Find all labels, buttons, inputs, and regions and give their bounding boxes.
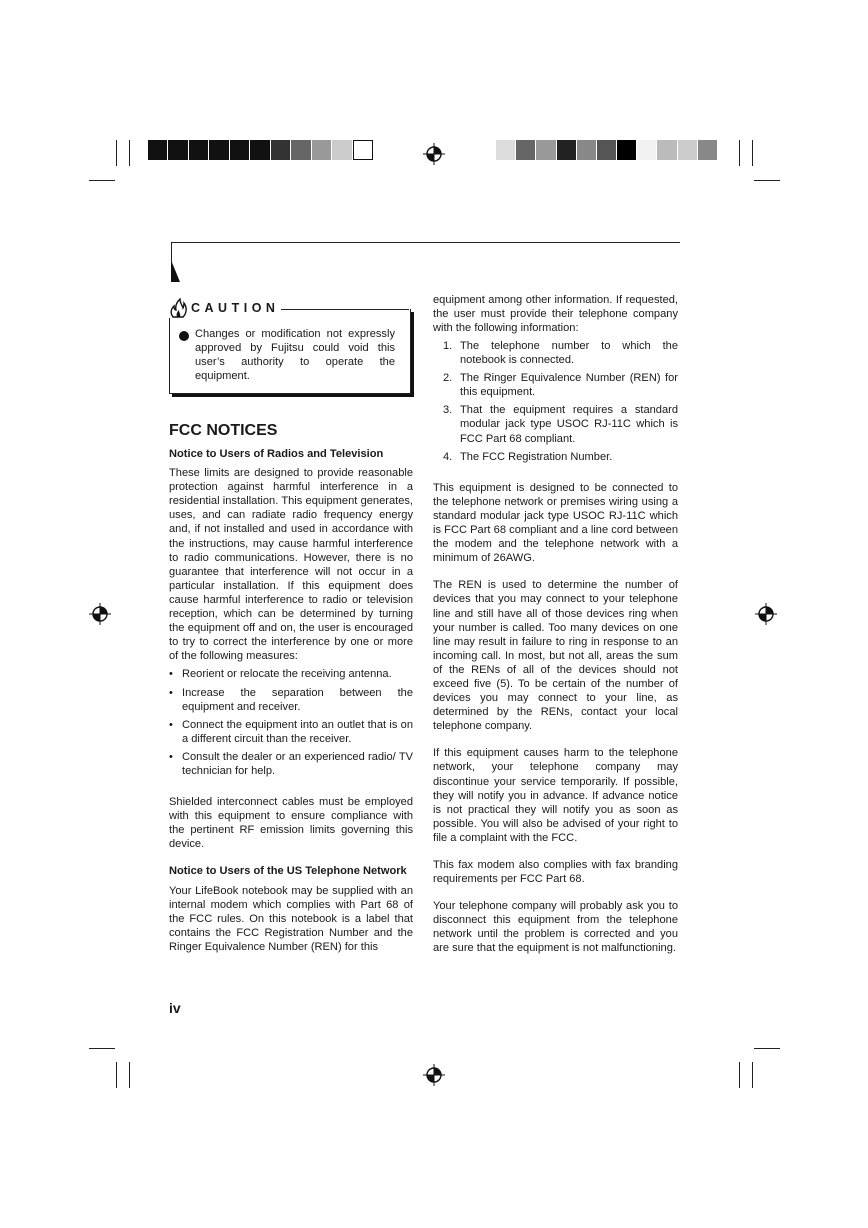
crop-mark: [752, 140, 753, 166]
color-bar-left: [148, 140, 373, 160]
crop-mark: [116, 1062, 117, 1088]
page-number: iv: [169, 1000, 181, 1016]
header-tab: [171, 260, 180, 282]
registration-mark-icon: [423, 1064, 445, 1086]
registration-mark-icon: [89, 603, 111, 625]
disconnect-paragraph: Your telephone company will probably ask you to disconnect this equipment from the telephone network until the problem is corrected and you are sure that the equipment is not malfunctioning.: [433, 900, 678, 955]
color-swatch: [557, 140, 577, 160]
color-swatch: [271, 140, 291, 160]
caution-header: [169, 298, 281, 318]
left-column: [169, 447, 413, 954]
crop-mark: [739, 1062, 740, 1088]
color-swatch: [189, 140, 209, 160]
list-item: 3. That the equipment requires a standard modular jack type USOC RJ-11C which is FCC Part 68 compliant.: [443, 404, 678, 445]
color-swatch: [209, 140, 229, 160]
list-item: • Reorient or relocate the receiving antenna.: [169, 667, 413, 681]
color-swatch: [148, 140, 168, 160]
harm-paragraph: If this equipment causes harm to the telephone network, your telephone company may discontinue your service temporarily. If possible, they will notify you in advance. If advance notice is not practical they will notify you as soon as possible. You will also be advised of your right to file a complaint with the FCC.: [433, 747, 678, 844]
list-item: 2. The Ringer Equivalence Number (REN) for this equipment.: [443, 372, 678, 399]
list-item: • Increase the separation between the equipment and receiver.: [169, 686, 413, 714]
color-swatch: [597, 140, 617, 160]
color-swatch: [698, 140, 718, 160]
crop-mark: [89, 1048, 115, 1049]
crop-mark: [129, 140, 130, 166]
crop-mark: [754, 180, 780, 181]
telephone-intro-continued: [433, 293, 678, 335]
color-swatch: [332, 140, 352, 160]
caution-divider: [267, 309, 409, 310]
ren-paragraph: The REN is used to determine the number of devices that you may connect to your telephone line and still have all of those devices ring when your number is called. Too many devices on one line may result in failure to ring in response to an incoming call. In most, but not all, areas the sum of the RENs of all of the devices should not exceed five (5). To be certain of the number of devices you may connect to your line, as determined by the RENs, contact your local telephone company.: [433, 579, 678, 733]
crop-mark: [116, 140, 117, 166]
color-swatch: [250, 140, 270, 160]
header-rule: [171, 242, 680, 243]
caution-title: CAUTION: [191, 301, 280, 315]
color-swatch: [516, 140, 536, 160]
caution-flame-icon: [169, 298, 187, 318]
list-item: 4. The FCC Registration Number.: [443, 450, 613, 463]
color-swatch: [536, 140, 556, 160]
measures-list: [169, 667, 413, 778]
crop-mark: [752, 1062, 753, 1088]
list-item: 1. The telephone number to which the notebook is connected.: [443, 340, 678, 367]
color-swatch: [637, 140, 657, 160]
color-swatch: [496, 140, 516, 160]
fax-paragraph: This fax modem also complies with fax branding requirements per FCC Part 68.: [433, 859, 678, 886]
list-item: • Connect the equipment into an outlet that is on a different circuit than the receiver.: [169, 718, 413, 746]
telephone-heading: Notice to Users of the US Telephone Network: [169, 865, 407, 878]
crop-mark: [739, 140, 740, 166]
color-swatch: [230, 140, 250, 160]
required-info-list: [433, 339, 678, 464]
telephone-intro: Your LifeBook notebook may be supplied with an internal modem which complies with Part 68 of the FCC rules. On this notebook is a label that contains the FCC Registration Number and the Ringer Equivalence Number (REN) for this: [169, 884, 413, 953]
registration-mark-icon: [423, 143, 445, 165]
color-swatch: [577, 140, 597, 160]
modular-jack-paragraph: This equipment is designed to be connected to the telephone network or premises wiring using a standard modular jack type USOC RJ-11C which is FCC Part 68 compliant and a line cord between the modem and the telephone network with a minimum of 26AWG.: [433, 481, 678, 565]
shielded-paragraph: Shielded interconnect cables must be employed with this equipment to ensure compliance with the pertinent RF emission limits governing this device.: [169, 796, 413, 851]
right-column: [433, 293, 678, 956]
radio-intro: These limits are designed to provide reasonable protection against harmful interference in a residential installation. This equipment generates, uses, and can radiate radio frequency energy and, if not installed and used in accordance with the instructions, may cause harmful interference to radio communications. However, there is no guarantee that interference will not occur in a particular installation. If this equipment does cause harmful interference to radio or television reception, which can be determined by turning the equipment off and on, the user is encouraged to try to correct the interference by one or more of the following measures:: [169, 467, 413, 663]
list-item: • Consult the dealer or an experienced radio/ TV technician for help.: [169, 750, 413, 778]
radio-heading: Notice to Users of Radios and Television: [169, 448, 384, 460]
color-swatch: [168, 140, 188, 160]
color-swatch: [353, 140, 373, 160]
color-swatch: [657, 140, 677, 160]
caution-text: Changes or modification not expressly approved by Fujitsu could void this user’s authority to operate the equipment.: [195, 328, 395, 383]
crop-mark: [89, 180, 115, 181]
registration-mark-icon: [755, 603, 777, 625]
color-swatch: [617, 140, 637, 160]
caution-bullet-icon: [179, 331, 189, 341]
color-swatch: [291, 140, 311, 160]
crop-mark: [129, 1062, 130, 1088]
telephone-intro-tail: equipment among other information. If requested, the user must provide their telephone company with the following information:: [433, 294, 678, 335]
color-swatch: [678, 140, 698, 160]
crop-mark: [754, 1048, 780, 1049]
color-bar-right: [496, 140, 718, 160]
caution-box: [169, 298, 413, 400]
section-title: FCC NOTICES: [169, 422, 278, 439]
color-swatch: [312, 140, 332, 160]
